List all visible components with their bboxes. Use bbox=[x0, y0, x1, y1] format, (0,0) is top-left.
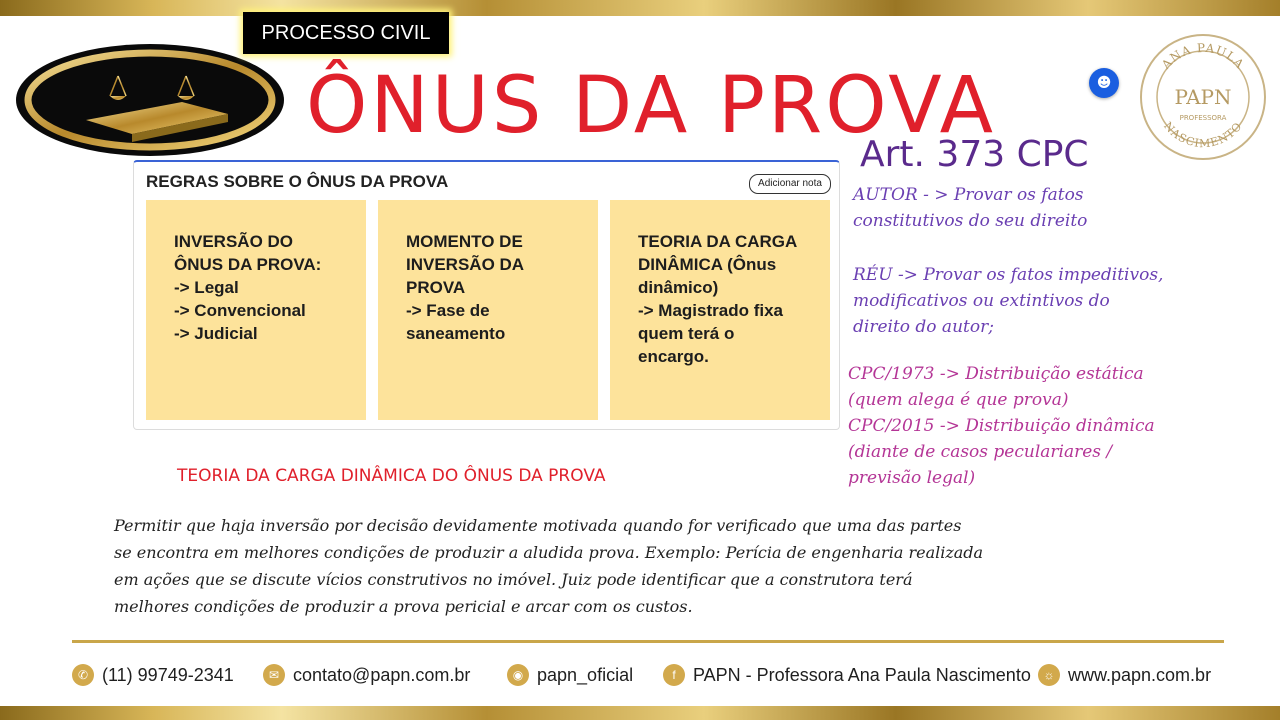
paragraph-line: se encontra em melhores condições de produzir a aludida prova. Exemplo: Perícia de engenharia realizada bbox=[114, 543, 984, 562]
email-text: contato@papn.com.br bbox=[293, 664, 471, 685]
facebook-icon: f bbox=[663, 664, 685, 686]
whatsapp-icon: ✆ bbox=[72, 664, 94, 686]
user-icon[interactable]: ☻ bbox=[1089, 68, 1119, 98]
cpc-line: previsão legal) bbox=[848, 468, 976, 488]
seal-top-text: ANA PAULA bbox=[1158, 40, 1248, 72]
cpc-line: (diante de casos pecularіares / bbox=[848, 442, 1113, 462]
cpc-line: CPC/2015 -> Distribuição dinâmica bbox=[848, 416, 1155, 436]
note-line: -> Judicial bbox=[174, 324, 258, 343]
autor-note bbox=[853, 182, 1087, 234]
autor-line: AUTOR - > Provar os fatos bbox=[853, 185, 1084, 205]
page-title: ÔNUS DA PROVA bbox=[306, 61, 996, 151]
phone-text: (11) 99749-2341 bbox=[102, 664, 234, 685]
note-line: dinâmico) bbox=[638, 278, 719, 297]
note-line: ÔNUS DA PROVA: bbox=[174, 255, 322, 274]
note-line: -> Convencional bbox=[174, 301, 306, 320]
bottom-gold-bar bbox=[0, 706, 1280, 720]
paragraph-line: melhores condições de produzir a prova pericial e arcar com os custos. bbox=[114, 597, 693, 616]
mail-icon: ✉ bbox=[263, 664, 285, 686]
cpc-note bbox=[848, 361, 1155, 491]
contact-instagram[interactable] bbox=[507, 661, 633, 689]
reu-line: RÉU -> Provar os fatos impeditivos, bbox=[853, 265, 1164, 285]
explanation-paragraph bbox=[114, 512, 983, 620]
panel-title: REGRAS SOBRE O ÔNUS DA PROVA bbox=[146, 172, 449, 191]
contact-facebook[interactable] bbox=[663, 661, 1031, 689]
note-line: quem terá o bbox=[638, 324, 735, 343]
note-line: encargo. bbox=[638, 347, 709, 366]
globe-icon: ☼ bbox=[1038, 664, 1060, 686]
note-line: INVERSÃO DO bbox=[174, 232, 294, 251]
scales-logo bbox=[14, 42, 286, 158]
reu-line: modificativos ou extintivos do bbox=[853, 291, 1110, 311]
contact-phone[interactable] bbox=[72, 661, 234, 689]
notes-panel bbox=[133, 160, 840, 430]
note-line: MOMENTO DE bbox=[406, 232, 523, 251]
instagram-text: papn_oficial bbox=[537, 664, 634, 685]
seal-bottom-text: NASCIMENTO bbox=[1161, 119, 1245, 151]
note-line: TEORIA DA CARGA bbox=[638, 232, 798, 251]
note-line: INVERSÃO DA bbox=[406, 255, 525, 274]
note-card[interactable] bbox=[610, 200, 830, 420]
seal-monogram: PAPN bbox=[1174, 85, 1232, 109]
top-gold-bar bbox=[0, 0, 1280, 16]
contact-website[interactable] bbox=[1038, 661, 1211, 689]
note-line: -> Magistrado fixa bbox=[638, 301, 784, 320]
reu-line: direito do autor; bbox=[853, 317, 994, 337]
instagram-icon: ◉ bbox=[507, 664, 529, 686]
note-line: saneamento bbox=[406, 324, 506, 343]
paragraph-line: Permitir que haja inversão por decisão devidamente motivada quando for verificado que uma das partes bbox=[114, 516, 962, 535]
seal-middle-text: PROFESSORA bbox=[1179, 114, 1227, 122]
website-text: www.papn.com.br bbox=[1068, 664, 1212, 685]
facebook-text: PAPN - Professora Ana Paula Nascimento bbox=[693, 664, 1031, 685]
autor-line: constitutivos do seu direito bbox=[853, 211, 1088, 231]
contact-email[interactable] bbox=[263, 661, 470, 689]
cpc-line: CPC/1973 -> Distribuição estática bbox=[848, 364, 1144, 384]
note-line: -> Legal bbox=[174, 278, 239, 297]
footer-divider bbox=[72, 640, 1224, 643]
course-badge: PROCESSO CIVIL bbox=[243, 12, 449, 54]
note-card[interactable] bbox=[146, 200, 366, 420]
note-line: PROVA bbox=[406, 278, 466, 297]
professor-seal bbox=[1138, 32, 1268, 162]
article-heading: Art. 373 CPC bbox=[860, 134, 1089, 175]
add-note-button[interactable]: Adicionar nota bbox=[749, 174, 831, 194]
note-line: -> Fase de bbox=[406, 301, 490, 320]
reu-note bbox=[853, 262, 1163, 340]
dynamic-load-subtitle: TEORIA DA CARGA DINÂMICA DO ÔNUS DA PROVA bbox=[177, 466, 606, 486]
cpc-line: (quem alega é que prova) bbox=[848, 390, 1069, 410]
note-card[interactable] bbox=[378, 200, 598, 420]
paragraph-line: em ações que se discute vícios construtivos no imóvel. Juiz pode identificar que a construtora terá bbox=[114, 570, 913, 589]
note-line: DINÂMICA (Ônus bbox=[638, 255, 777, 274]
